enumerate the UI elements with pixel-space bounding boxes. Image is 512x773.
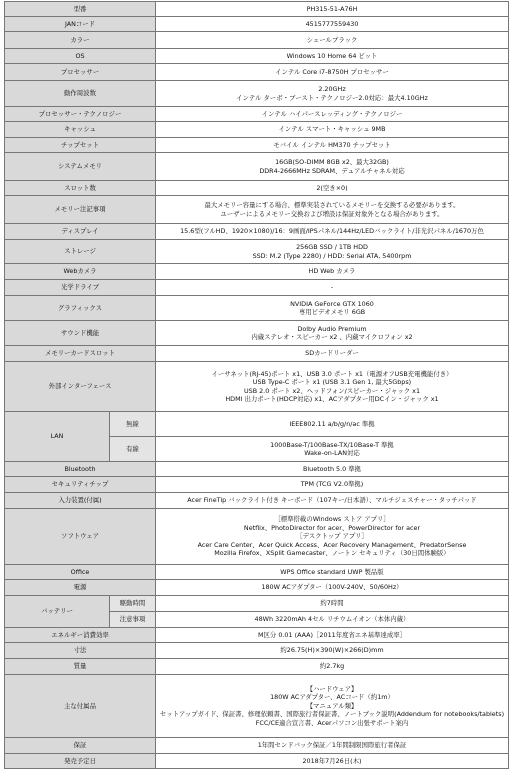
spec-value-line: Acer FineTip バックライト付き キーボード（107キー/日本語）、マルチジェスチャー・タッチパッド [187,496,477,505]
spec-value [156,580,509,596]
spec-value [156,596,509,612]
spec-value-line: モバイル インテル HM370 チップセット [273,140,391,149]
spec-value-line: IEEE802.11 a/b/g/n/ac 準拠 [289,419,375,428]
spec-label: OS [5,49,156,64]
spec-value-line: 最大メモリー容量にする場合、標準実装されているメモリーを交換する必要があります。 [204,201,460,210]
spec-value [156,321,509,346]
spec-value-line: セットアップガイド、保証書、修理依頼書、国際旅行者保証書、ノートブック説明(Addendum for notebooks/tablets) [159,710,505,719]
spec-value-line: 2(空き×0) [316,183,348,192]
spec-row [5,107,509,122]
spec-value-line: 約2.7kg [319,662,345,671]
spec-row [5,565,509,580]
spec-row [5,32,509,49]
spec-label: 外部インターフェース [5,362,156,412]
spec-label: メモリーカードスロット [5,346,156,362]
spec-row [5,362,509,412]
spec-label: プロセッサー [5,64,156,81]
spec-value [156,107,509,122]
spec-value [156,81,509,107]
spec-row [5,240,509,264]
spec-value-line: 【ハードウェア】 [306,684,358,693]
spec-value-line: インテル スマート・キャッシュ 9MB [278,125,386,134]
spec-value-line: M区分 0.01 (AAA)［2011年度省エネ基準達成率］ [258,630,406,639]
spec-row [5,659,509,675]
spec-value-line: TPM (TCG V2.0準拠) [300,480,364,489]
spec-label: 電源 [5,580,156,596]
spec-value [156,738,509,754]
spec-value-line: 256GB SSD / 1TB HDD [296,243,368,252]
spec-row [5,64,509,81]
spec-label: プロセッサー・テクノロジー [5,107,156,122]
spec-label: ソフトウェア [5,509,156,565]
spec-label: JANコード [5,17,156,32]
spec-value [156,462,509,477]
spec-row [5,580,509,596]
spec-label: 保証 [5,738,156,754]
spec-label: 光学ドライブ [5,280,156,296]
spec-value-line: 180W ACアダプター（100V-240V、50/60Hz） [261,583,403,592]
spec-row [5,462,509,477]
spec-label: グラフィックス [5,296,156,321]
spec-row [5,628,509,643]
spec-value-line: WPS Office standard UWP 製品版 [280,567,384,576]
spec-label: 動作周波数 [5,81,156,107]
spec-label: サウンド機能 [5,321,156,346]
spec-value-line: 2.20GHz [318,85,346,94]
spec-row [5,296,509,321]
spec-sheet [4,1,508,769]
spec-row [5,224,509,240]
spec-value-line: ［標準搭載のWindows ストア アプリ］ [274,515,390,524]
spec-value [156,240,509,264]
spec-label: キャッシュ [5,122,156,138]
spec-label: 質量 [5,659,156,675]
spec-row [5,196,509,224]
spec-value-line: 内蔵ステレオ・スピーカー x2 、内蔵マイクロフォン x2 [251,333,413,341]
spec-row [5,321,509,346]
spec-value-line: ユーザーによるメモリー交換および増設は保証対象外となる場合があります。 [220,209,444,218]
spec-value-line: シェールブラック [306,35,358,44]
spec-row [5,138,509,153]
spec-value [156,264,509,280]
spec-value [156,509,509,565]
spec-value-line: 約7時間 [320,599,344,608]
spec-row [5,81,509,107]
spec-row [5,754,509,769]
spec-label: システムメモリ [5,153,156,181]
spec-label: 入力装置(付属) [5,493,156,509]
spec-value [156,437,509,462]
spec-value-line: Mozilla Firefox、XSplit Gamecaster、ノートン セキュリティ（30日間体験版） [214,549,450,558]
spec-value-line: 約26.75(H)×390(W)×266(D)mm [280,646,384,655]
spec-row [5,153,509,181]
spec-value [156,628,509,643]
spec-value [156,412,509,437]
spec-value [156,32,509,49]
spec-value-line: 1年間センドバック保証／1年間制限国際旅行者保証 [257,741,407,750]
spec-label: ストレージ [5,240,156,264]
spec-value-line: 48Wh 3220mAh 4セル リチウムイオン（本体内蔵） [254,615,410,624]
spec-value [156,296,509,321]
spec-value-line: Dolby Audio Premium [297,324,367,333]
spec-label: 主な付属品 [5,675,156,738]
spec-value-line: SDカードリーダー [305,349,359,358]
spec-row [5,280,509,296]
spec-value-line: 専用ビデオメモリ 6GB [298,308,366,316]
spec-label: エネルギー消費効率 [5,628,156,643]
spec-sublabel: 無線 [110,412,156,437]
spec-value [156,346,509,362]
spec-value-line: - [330,283,334,292]
spec-value [156,754,509,769]
spec-value [156,565,509,580]
spec-value-line: 180W ACアダプター、ACコード（約1m） [270,693,394,702]
spec-label: ディスプレイ [5,224,156,240]
spec-row [5,675,509,738]
spec-value [156,196,509,224]
spec-value [156,138,509,153]
spec-label: Webカメラ [5,264,156,280]
spec-row [5,493,509,509]
spec-value-line: USB Type-C ポート x1 (USB 3.1 Gen 1, 最大5Gbps) [252,378,412,387]
spec-value-line: DDR4-2666MHz SDRAM、デュアルチャネル対応 [259,166,405,175]
spec-label: Bluetooth [5,462,156,477]
spec-value-line: Netflix、PhotoDirector for acer、PowerDirector for acer [243,523,421,532]
spec-value [156,280,509,296]
spec-value [156,49,509,64]
spec-label: LAN [5,412,110,462]
spec-value-line: インテル Core i7-8750H プロセッサー [275,67,389,76]
spec-value [156,153,509,181]
spec-value-line: HDMI 出力ポート(HDCP対応) x1、ACアダプター用DCイン・ジャック x1 [225,394,439,403]
spec-value-line: FCC/CE適合宣言書、Acerパソコン出張サポート案内 [255,718,409,727]
spec-label: バッテリー [5,596,110,628]
spec-value [156,64,509,81]
spec-row [5,643,509,659]
spec-value-line: Windows 10 Home 64 ビット [286,51,378,60]
spec-sublabel: 注意事項 [110,612,156,628]
spec-value-line: 1000Base-T/100Base-TX/10Base-T 準拠 [270,440,394,449]
spec-value-line: Bluetooth 5.0 準拠 [302,464,362,473]
spec-value [156,477,509,493]
spec-value [156,659,509,675]
spec-value [156,643,509,659]
spec-value-line: 16GB(SO-DIMM 8GB x2、最大32GB) [275,158,389,167]
spec-row [5,596,509,612]
spec-value [156,181,509,196]
spec-label: Office [5,565,156,580]
spec-value-line: 2018年7月26日(木) [302,756,362,765]
spec-value-line: SSD: M.2 (Type 2280) / HDD: Serial ATA, 5400rpm [252,251,412,260]
spec-label: スロット数 [5,181,156,196]
spec-value-line: NVIDIA GeForce GTX 1060 [290,299,374,308]
spec-value-line: インテル ハイパースレッディング・テクノロジー [261,109,403,118]
spec-row [5,181,509,196]
spec-label: カラー [5,32,156,49]
spec-row [5,2,509,17]
spec-value [156,122,509,138]
spec-table [4,1,509,769]
spec-value [156,362,509,412]
spec-row [5,264,509,280]
spec-value-line: Wake-on-LAN対応 [304,449,360,457]
spec-value-line: Acer Care Center、Acer Quick Access、Acer Recovery Management、PredatorSense [197,540,467,549]
spec-value-line: ［デスクトップ アプリ］ [296,532,368,541]
spec-value-line: 15.6型(フルHD、1920×1080)/16：9画面/IPSパネル/144Hz/LEDバックライト/非光沢パネル/1670万色 [180,227,484,236]
spec-row [5,477,509,493]
spec-label: メモリー注記事項 [5,196,156,224]
spec-row [5,122,509,138]
spec-value-line: USB 2.0 ポート x2、ヘッドフォン/スピーカー・ジャック x1 [243,386,421,395]
spec-value-line: インテル ターボ・ブースト・テクノロジー2.0対応：最大4.10GHz [236,93,428,102]
spec-value [156,675,509,738]
spec-row [5,738,509,754]
spec-value [156,493,509,509]
spec-label: セキュリティチップ [5,477,156,493]
spec-value [156,2,509,17]
spec-sublabel: 駆動時間 [110,596,156,612]
spec-value-line: HD Web カメラ [308,267,356,276]
spec-value [156,224,509,240]
spec-row [5,346,509,362]
spec-value-line: 4515777559430 [305,19,359,28]
spec-row [5,509,509,565]
spec-label: チップセット [5,138,156,153]
spec-sublabel: 有線 [110,437,156,462]
spec-row [5,17,509,32]
spec-value-line: イーサネット(RJ-45)ポート x1、USB 3.0 ポート x1（電源オフUSB充電機能付き） [211,369,453,378]
spec-value-line: PH315-51-A76H [306,4,358,13]
spec-row [5,49,509,64]
spec-table-body [5,2,509,769]
spec-row [5,412,509,437]
spec-label: 寸法 [5,643,156,659]
spec-label: 発売予定日 [5,754,156,769]
spec-value [156,612,509,628]
spec-value-line: 【マニュアル類】 [306,701,358,710]
spec-label: 型番 [5,2,156,17]
spec-value [156,17,509,32]
